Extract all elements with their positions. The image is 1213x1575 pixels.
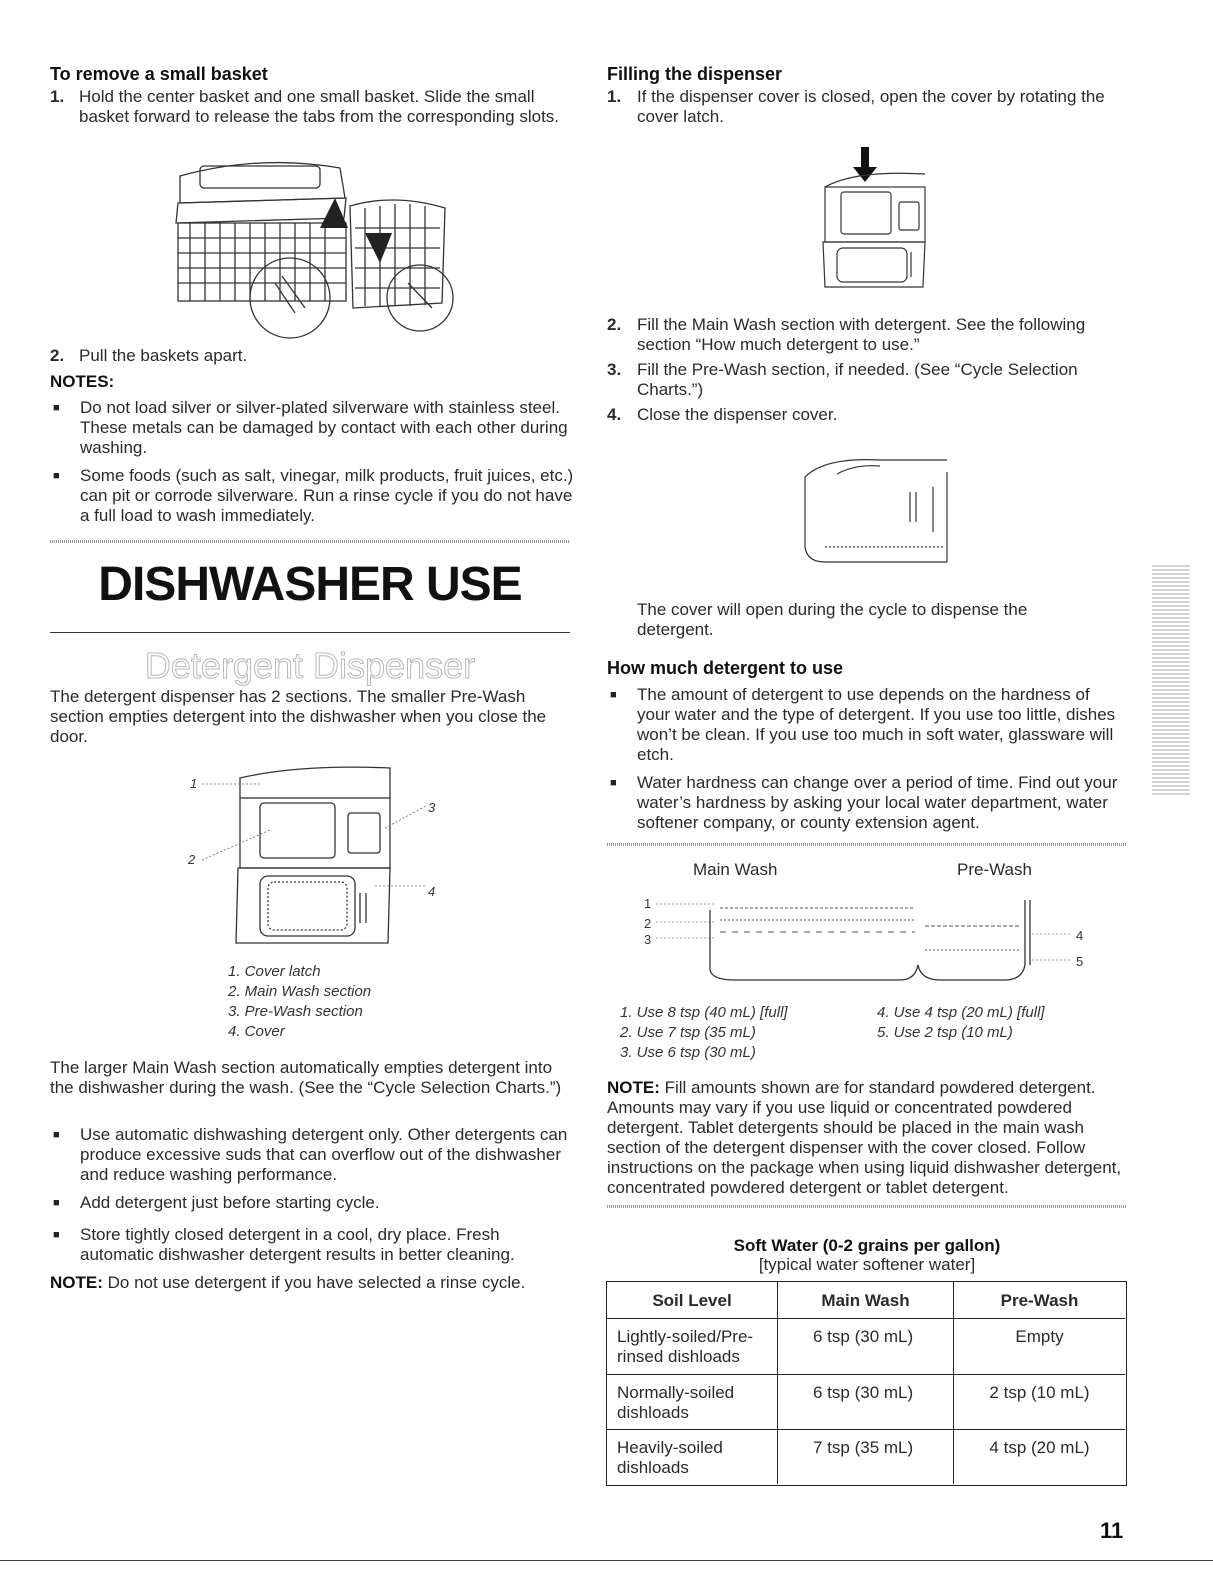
caption-4: 4. Cover [228, 1023, 285, 1040]
caption-3: 3. Pre-Wash section [228, 1003, 363, 1020]
note-label: NOTE: [50, 1273, 103, 1292]
step-number: 3. [607, 360, 622, 379]
callout-2: 2 [188, 852, 196, 867]
caption-2: 2. Main Wash section [228, 983, 372, 1000]
amount-1: 1. Use 8 tsp (40 mL) [full] [620, 1004, 788, 1021]
basket-illustration [170, 158, 460, 343]
fill-step-1: If the dispenser cover is closed, open the cover by rotating the cover latch. [637, 87, 1105, 126]
note-label: NOTE: [607, 1078, 660, 1097]
fill-callout-2: 2 [644, 916, 652, 931]
row-rule [607, 1318, 1125, 1319]
fill-step-2: Fill the Main Wash section with detergent. See the following section “How much detergent to use.” [637, 315, 1086, 354]
rinse-note [50, 1273, 575, 1293]
how-much-bullet-1: The amount of detergent to use depends on the hardness of your water and the type of detergent. If you use too little, dishes won’t be clean. If you use too much in soft water, glassware will etch. [637, 685, 1116, 764]
fill-level-diagram [640, 890, 1100, 995]
remove-step-1: Hold the center basket and one small basket. Slide the small basket forward to release the tabs from the corresponding slots. [79, 87, 560, 126]
fill-callout-5: 5 [1076, 954, 1084, 969]
column-rule [777, 1282, 778, 1484]
main-wash-text: The larger Main Wash section automatically empties detergent into the dishwasher during the wash. (See the “Cycle Selection Charts.”) [50, 1058, 562, 1097]
page-bottom-rule [0, 1560, 1213, 1561]
note-text: Fill amounts shown are for standard powdered detergent. Amounts may vary if you use liquid or concentrated powdered detergent. Tablet detergents should be placed in the main wash section of the detergent dispenser with the cover closed. Follow instructions on the package when using liquid dishwasher detergent, concentrated powdered detergent or tablet detergent. [607, 1078, 1122, 1197]
main-wash-label: Main Wash [693, 860, 778, 879]
title-rule [50, 632, 570, 633]
table-subtitle: [typical water softener water] [758, 1255, 976, 1274]
bullet-marker: ■ [610, 777, 617, 789]
header-soil-level: Soil Level [652, 1291, 732, 1310]
remove-step-2: Pull the baskets apart. [79, 346, 248, 365]
closed-dispenser-illustration [795, 452, 960, 572]
amount-3: 3. Use 6 tsp (30 mL) [620, 1044, 756, 1061]
dispenser-intro: The detergent dispenser has 2 sections. The smaller Pre-Wash section empties detergent into the dishwasher when you close the door. [50, 687, 547, 746]
page-number: 11 [1100, 1518, 1124, 1543]
subsection-title: Detergent Dispenser [144, 645, 476, 686]
table-title: Soft Water (0-2 grains per gallon) [733, 1236, 1001, 1255]
detergent-bullet-3: Store tightly closed detergent in a cool, dry place. Fresh automatic dishwasher detergent results in better cleaning. [80, 1225, 515, 1264]
section-title: DISHWASHER USE [98, 558, 522, 611]
amount-2: 2. Use 7 tsp (35 mL) [620, 1024, 756, 1041]
table-cell: Empty [1015, 1327, 1064, 1346]
step-number: 2. [607, 315, 622, 334]
how-much-bullet-2: Water hardness can change over a period of time. Find out your water’s hardness by asking your local water department, water softener company, or county extension agent. [637, 773, 1118, 832]
header-pre-wash: Pre-Wash [1000, 1291, 1079, 1310]
fill-callout-3: 3 [644, 932, 652, 947]
how-much-heading: How much detergent to use [607, 658, 844, 678]
header-main-wash: Main Wash [821, 1291, 910, 1310]
divider [607, 1205, 1127, 1208]
open-dispenser-illustration [815, 142, 935, 292]
table-cell: 6 tsp (30 mL) [813, 1327, 914, 1346]
side-tab-mark [1152, 565, 1190, 795]
pre-wash-label: Pre-Wash [957, 860, 1032, 879]
bullet-marker: ■ [610, 689, 617, 701]
step-number: 1. [607, 87, 622, 106]
table-cell: 4 tsp (20 mL) [989, 1438, 1090, 1457]
table-cell: 7 tsp (35 mL) [813, 1438, 914, 1457]
fill-callout-1: 1 [644, 896, 652, 911]
table-cell: 2 tsp (10 mL) [989, 1383, 1090, 1402]
table-cell: Normally-soiled dishloads [617, 1383, 735, 1422]
note-1: Do not load silver or silver-plated silverware with stainless steel. These metals can be damaged by contact with each other during washing. [80, 398, 568, 457]
notes-label: NOTES: [50, 372, 115, 391]
amount-5: 5. Use 2 tsp (10 mL) [877, 1024, 1013, 1041]
detergent-table [606, 1281, 1127, 1486]
row-rule [607, 1374, 1125, 1375]
row-rule [607, 1429, 1125, 1430]
cover-open-text: The cover will open during the cycle to dispense the detergent. [637, 600, 1028, 639]
amount-4: 4. Use 4 tsp (20 mL) [full] [877, 1004, 1045, 1021]
detergent-bullet-1: Use automatic dishwashing detergent only. Other detergents can produce excessive suds that can overflow out of the dishwasher and reduce washing performance. [80, 1125, 568, 1184]
table-cell: 6 tsp (30 mL) [813, 1383, 914, 1402]
detergent-bullet-2: Add detergent just before starting cycle. [80, 1193, 380, 1212]
divider [50, 540, 570, 543]
callout-1: 1 [190, 776, 198, 791]
note-2: Some foods (such as salt, vinegar, milk products, fruit juices, etc.) can pit or corrode silverware. Run a rinse cycle if you do not have a full load to wash immediately. [80, 466, 574, 525]
bullet-marker: ■ [53, 1229, 60, 1241]
fill-step-4: Close the dispenser cover. [637, 405, 838, 424]
bullet-marker: ■ [53, 1197, 60, 1209]
caption-1: 1. Cover latch [228, 963, 321, 980]
table-cell: Lightly-soiled/Pre-rinsed dishloads [617, 1327, 754, 1366]
fill-step-3: Fill the Pre-Wash section, if needed. (See “Cycle Selection Charts.”) [637, 360, 1078, 399]
step-number: 4. [607, 405, 622, 424]
bullet-marker: ■ [53, 470, 60, 482]
filling-heading: Filling the dispenser [607, 64, 783, 84]
bullet-marker: ■ [53, 1129, 60, 1141]
step-number: 1. [50, 87, 65, 106]
callout-3: 3 [428, 800, 436, 815]
note-text: Do not use detergent if you have selected a rinse cycle. [102, 1273, 526, 1292]
callout-4: 4 [428, 884, 436, 899]
step-number: 2. [50, 346, 65, 365]
fill-callout-4: 4 [1076, 928, 1084, 943]
remove-basket-heading: To remove a small basket [50, 64, 268, 84]
dispenser-diagram [180, 758, 450, 953]
divider [607, 843, 1127, 846]
detergent-type-note [607, 1078, 1132, 1198]
bullet-marker: ■ [53, 402, 60, 414]
table-cell: Heavily-soiled dishloads [617, 1438, 723, 1477]
